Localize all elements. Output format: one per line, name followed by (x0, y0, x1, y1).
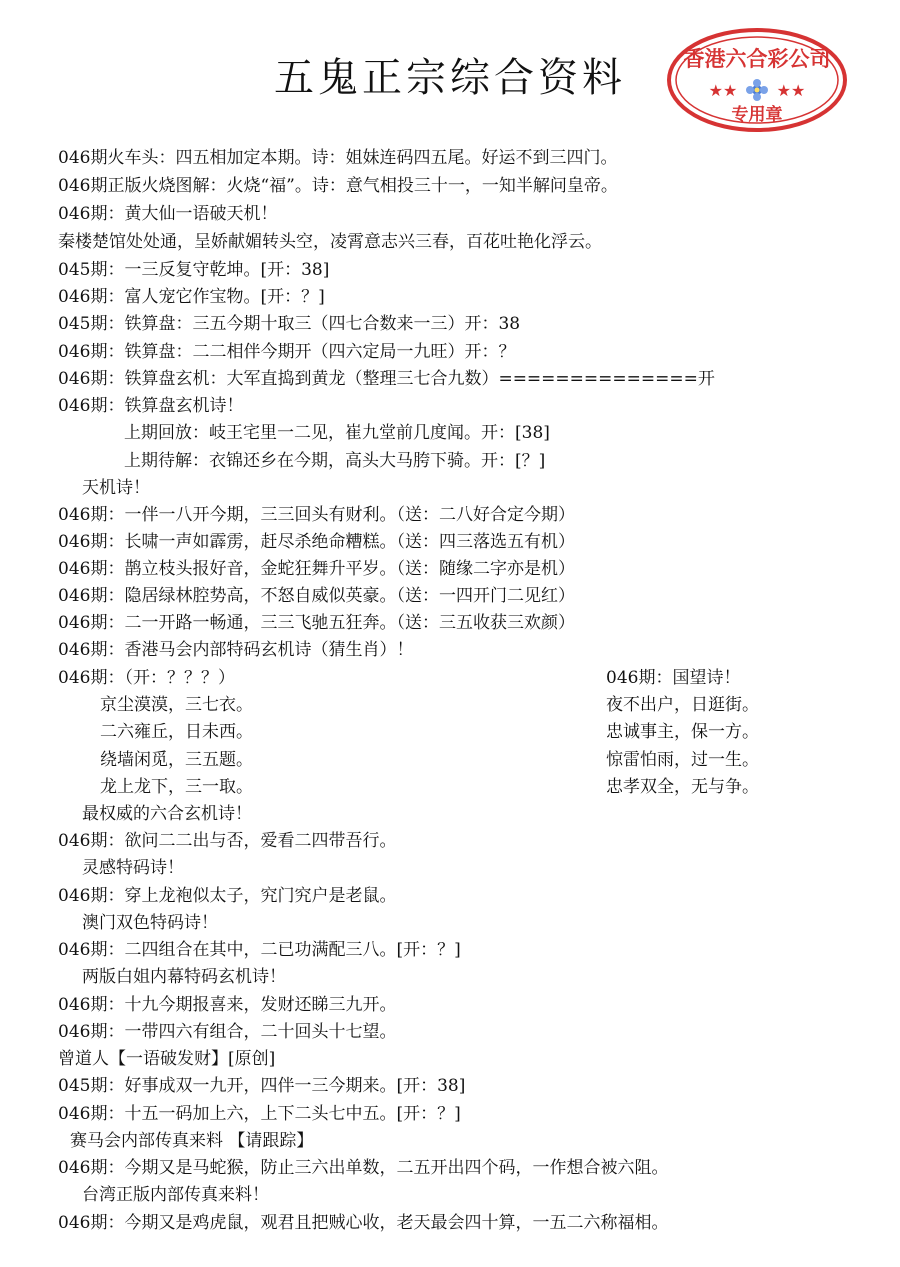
page-title: 五鬼正宗综合资料 (274, 55, 626, 101)
text-line: 046期：今期又是鸡虎鼠，观君且把贼心收，老天最会四十算，一五二六称福相。 (58, 1213, 669, 1233)
text-line: 046期：黄大仙一语破天机！ (58, 204, 278, 224)
right-poem-line: 忠诚事主，保一方。 (606, 722, 759, 742)
text-line: 046期：香港马会内部特码玄机诗（猜生肖）！ (58, 640, 414, 660)
text-line: 046期：一伴一八开今期，三三回头有财利。（送：二八好合定今期） (58, 505, 575, 525)
text-line: 046期：一带四六有组合，二十回头十七望。 (58, 1022, 397, 1042)
text-line: 046期：欲问二二出与否，爱看二四带吾行。 (58, 831, 397, 851)
text-line: 045期：好事成双一九开，四伴一三今期来。[开：38] (58, 1076, 466, 1096)
text-line: 046期：铁算盘玄机：大军直捣到黄龙（整理三七合九数）==============开 (58, 369, 715, 389)
text-line: 046期：铁算盘：二二相伴今期开（四六定局一九旺）开：？ (58, 342, 516, 362)
poem-line: 龙上龙下，三一取。 (100, 777, 253, 797)
text-line: 046期：富人宠它作宝物。[开：？] (58, 287, 325, 307)
text-line: 046期：十五一码加上六，上下二头七中五。[开：？] (58, 1104, 461, 1124)
text-line: 046期：穿上龙袍似太子，究门究户是老鼠。 (58, 886, 397, 906)
text-line: 046期：（开：？？？） (58, 668, 235, 688)
text-line: 045期：一三反复守乾坤。[开：38] (58, 260, 330, 280)
text-line: 上期回放：岐王宅里一二见，崔九堂前几度闻。开：[38] (124, 423, 550, 443)
section-heading: 台湾正版内部传真来料！ (82, 1185, 269, 1205)
text-line: 046期：二四组合在其中，二已功满配三八。[开：？] (58, 940, 461, 960)
text-line: 046期火车头：四五相加定本期。诗：姐妹连码四五尾。好运不到三四门。 (58, 148, 618, 168)
section-heading: 两版白姐内幕特码玄机诗！ (82, 967, 286, 987)
stamp-bottom-text: 专用章 (731, 105, 783, 125)
section-heading: 最权威的六合玄机诗！ (82, 804, 252, 824)
right-poem-line: 夜不出户，日逛街。 (606, 695, 759, 715)
stamp-top-text: 香港六合彩公司 (683, 47, 831, 71)
text-line: 上期待解：衣锦还乡在今期，高头大马胯下骑。开：[？] (124, 451, 546, 471)
text-line: 秦楼楚馆处处通，呈娇献媚转头空，凌霄意志兴三春，百花吐艳化浮云。 (58, 232, 602, 252)
stamp-stars-right: ★★ (776, 81, 806, 100)
text-line: 046期正版火烧图解：火烧“福”。诗：意气相投三十一，一知半解问皇帝。 (58, 176, 618, 196)
text-line: 046期：鹊立枝头报好音，金蛇狂舞升平岁。（送：随缘二字亦是机） (58, 559, 575, 579)
text-line: 046期：长啸一声如霹雳，赶尽杀绝命糟糕。（送：四三落选五有机） (58, 532, 575, 552)
section-heading: 澳门双色特码诗！ (82, 913, 218, 933)
section-heading: 天机诗！ (82, 478, 150, 498)
text-line: 046期：十九今期报喜来，发财还睇三九开。 (58, 995, 397, 1015)
text-line: 046期：隐居绿林腔势高，不怒自威似英豪。（送：一四开门二见红） (58, 586, 575, 606)
section-heading: 赛马会内部传真来料 【请跟踪】 (70, 1131, 314, 1151)
poem-line: 京尘漠漠，三七衣。 (100, 695, 253, 715)
text-line: 045期：铁算盘：三五今期十取三（四七合数来一三）开：38 (58, 314, 521, 334)
text-line: 曾道人【一语破发财】[原创] (58, 1049, 276, 1069)
text-line: 046期：二一开路一畅通，三三飞驰五狂奔。（送：三五收获三欢颜） (58, 613, 575, 633)
section-heading: 灵感特码诗！ (82, 858, 184, 878)
text-line: 046期：铁算盘玄机诗！ (58, 396, 244, 416)
right-poem-title: 046期：国望诗！ (606, 668, 741, 688)
poem-line: 绕墙闲觅，三五题。 (100, 750, 253, 770)
text-line: 046期：今期又是马蛇猴，防止三六出单数，二五开出四个码，一作想合被六阻。 (58, 1158, 669, 1178)
right-poem-line: 忠孝双全，无与争。 (606, 777, 759, 797)
stamp-stars-left: ★★ (708, 81, 738, 100)
poem-line: 二六雍丘，日未西。 (100, 722, 253, 742)
right-poem-line: 惊雷怕雨，过一生。 (606, 750, 759, 770)
